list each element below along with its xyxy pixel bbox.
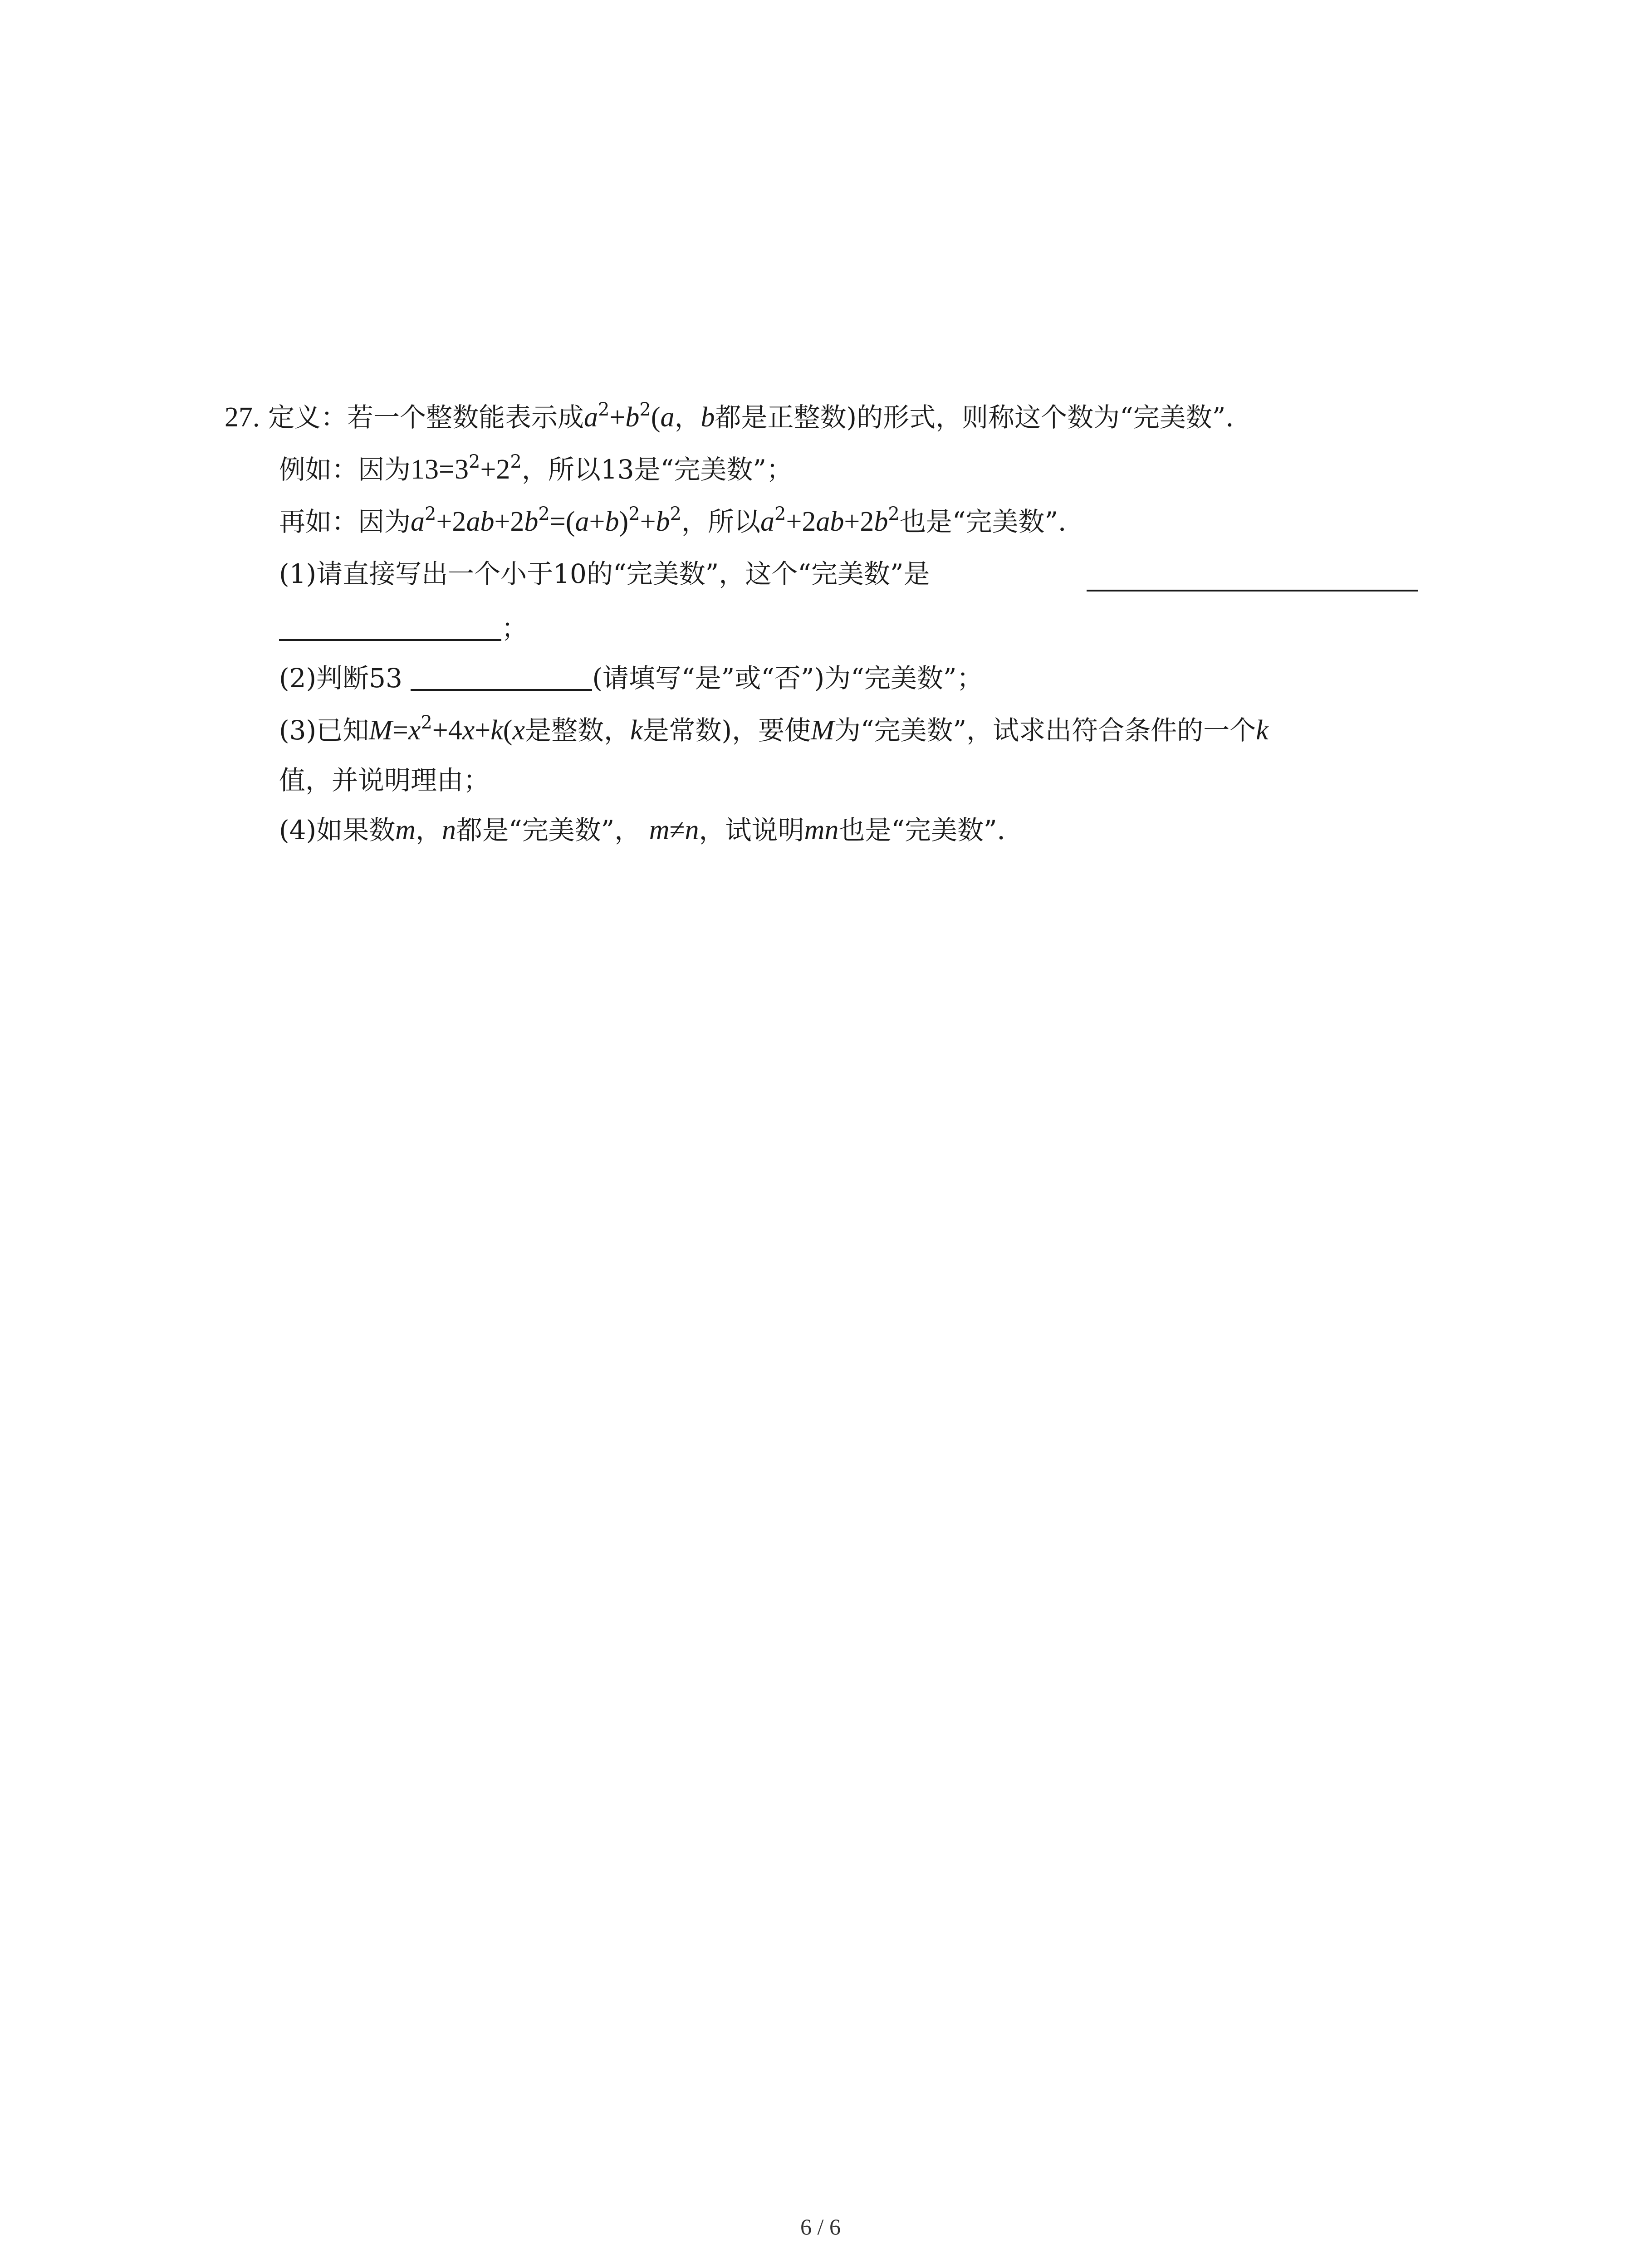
x-note: 是整数， — [524, 715, 630, 746]
example2-line — [279, 503, 1084, 540]
exponent: 2 — [421, 712, 432, 733]
var-b: b — [524, 506, 539, 537]
example-equation: 13=3 — [411, 454, 469, 485]
part1-text: (1)请直接写出一个小于10的“完美数”，这个“完美数”是 — [279, 558, 930, 589]
part2-suffix: (请填写“是”或“否”)为“完美数”； — [592, 663, 983, 694]
example2-suffix: 也是“完美数”． — [899, 506, 1085, 537]
plus-sign: + — [475, 715, 491, 746]
equals: =( — [549, 506, 575, 537]
var-n: n — [441, 815, 456, 846]
k-note: 是常数)，要使 — [642, 715, 811, 746]
part4-suffix: 也是“完美数”． — [838, 815, 1024, 846]
part2-prefix: (2)判断53 — [279, 663, 402, 694]
var-m: m — [649, 815, 670, 846]
definition-suffix: 都是正整数)的形式，则称这个数为“完美数”． — [715, 402, 1252, 433]
equals: = — [392, 715, 408, 746]
var-b: b — [700, 402, 715, 433]
exponent: 2 — [670, 503, 681, 524]
exponent: 2 — [774, 503, 786, 524]
example-line — [279, 451, 793, 488]
definition-text: 定义：若一个整数能表示成 — [268, 402, 584, 433]
part1-line — [279, 556, 930, 592]
part4-mid: 都是“完美数”， — [456, 815, 641, 846]
var-a: a — [411, 506, 425, 537]
paren: ) — [619, 506, 629, 537]
part1-answer-blank-continued[interactable] — [279, 612, 501, 641]
term: +2 — [436, 506, 466, 537]
term: +2 — [844, 506, 874, 537]
part3-line2 — [279, 762, 490, 798]
exponent: 2 — [538, 503, 550, 524]
part1-answer-blank[interactable] — [1087, 590, 1418, 591]
plus-sign: + — [640, 506, 656, 537]
var-n: n — [685, 815, 699, 846]
part2-answer-blank[interactable] — [411, 662, 592, 691]
exponent: 2 — [468, 451, 480, 472]
example-term: +2 — [480, 454, 510, 485]
plus-sign: + — [589, 506, 605, 537]
exponent: 2 — [425, 503, 436, 524]
example2-prefix: 再如：因为 — [279, 506, 411, 537]
var-x: x — [512, 715, 525, 746]
term: +2 — [786, 506, 816, 537]
semicolon: ； — [501, 613, 528, 644]
example-prefix: 例如：因为 — [279, 454, 411, 485]
not-equal: ≠ — [669, 815, 685, 846]
part4-try: ，试说明 — [699, 815, 804, 846]
part3-line2-text: 值，并说明理由； — [279, 765, 490, 796]
var-a: a — [760, 506, 774, 537]
part4-prefix: (4)如果数 — [279, 815, 396, 846]
var-b: b — [605, 506, 619, 537]
paren: ( — [503, 715, 513, 746]
exponent: 2 — [888, 503, 900, 524]
var-a: a — [575, 506, 589, 537]
var-b: b — [656, 506, 670, 537]
var-a: a — [660, 402, 675, 433]
var-a: a — [583, 402, 598, 433]
exponent: 2 — [598, 399, 610, 420]
exponent: 2 — [510, 451, 522, 472]
part2-line — [279, 660, 983, 696]
comma: ， — [415, 815, 442, 846]
paren: ( — [651, 402, 661, 433]
var-M: M — [811, 715, 834, 746]
var-x: x — [408, 715, 421, 746]
question-number: 27. — [225, 402, 260, 433]
term: +4 — [432, 715, 462, 746]
term: +2 — [494, 506, 524, 537]
var-b: b — [874, 506, 888, 537]
var-k: k — [1256, 715, 1269, 746]
var-M: M — [369, 715, 392, 746]
M-note: 为“完美数”，试求出符合条件的一个 — [834, 715, 1256, 746]
exponent: 2 — [639, 399, 651, 420]
part1-continuation — [279, 610, 528, 646]
var-k: k — [490, 715, 503, 746]
exponent: 2 — [628, 503, 640, 524]
part3-line — [279, 712, 1269, 748]
var-ab: ab — [466, 506, 495, 537]
var-mn: mn — [804, 815, 839, 846]
var-x: x — [462, 715, 475, 746]
var-m: m — [395, 815, 416, 846]
comma: ， — [674, 402, 701, 433]
question-definition — [225, 399, 1252, 435]
var-ab: ab — [816, 506, 844, 537]
example-suffix: ，所以13是“完美数”； — [521, 454, 793, 485]
part3-prefix: (3)已知 — [279, 715, 369, 746]
part4-line — [279, 812, 1024, 848]
var-k: k — [630, 715, 643, 746]
plus-sign: + — [609, 402, 626, 433]
page-number: 6 / 6 — [800, 2214, 841, 2239]
var-b: b — [625, 402, 640, 433]
so-text: ，所以 — [681, 506, 760, 537]
